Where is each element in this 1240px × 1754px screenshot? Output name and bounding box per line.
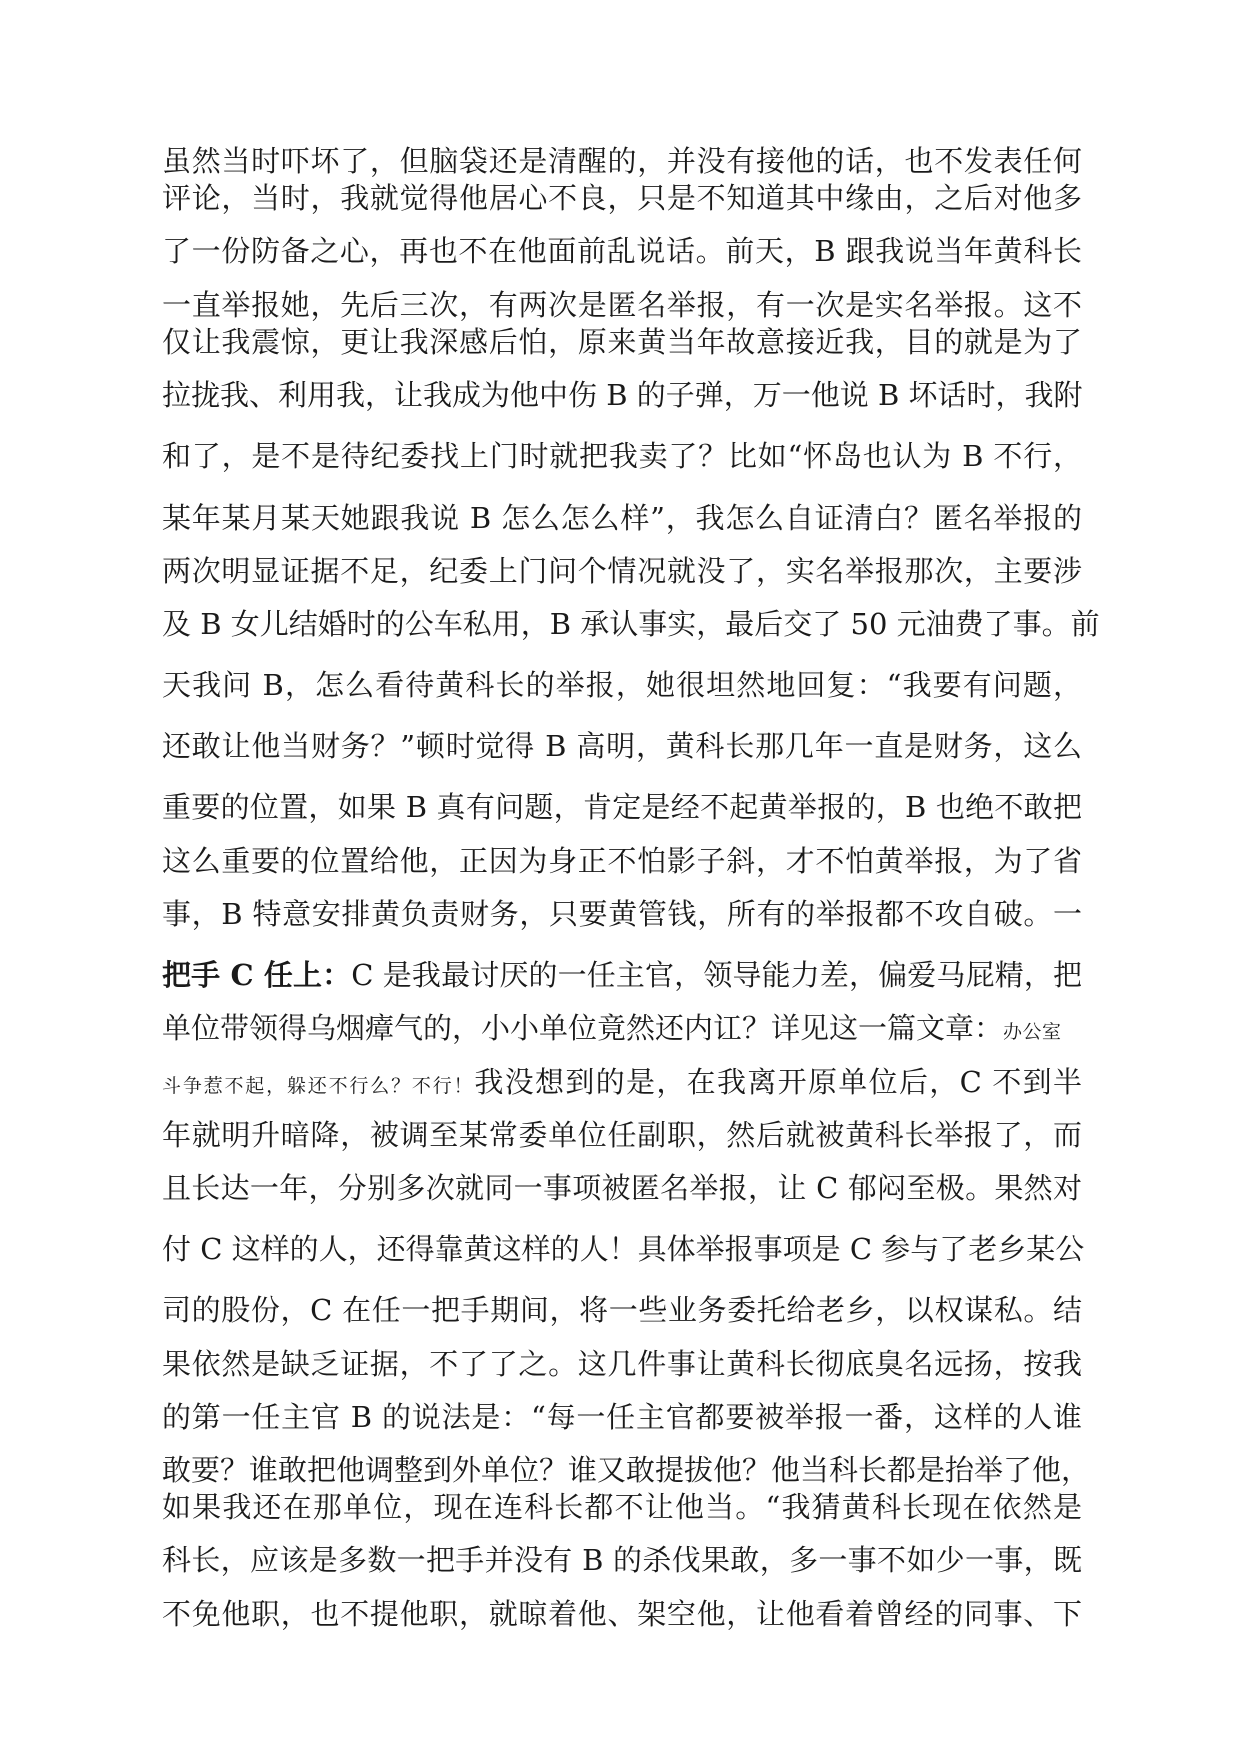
text-line: 一直举报她，先后三次，有两次是匿名举报，有一次是实名举报。这不 (162, 288, 1082, 322)
text-line: 的第一任主官 B 的说法是：“每一任主官都要被举报一番，这样的人谁 (162, 1400, 1082, 1434)
text-line: 且长达一年，分别多次就同一事项被匿名举报，让 C 郁闷至极。果然对 (162, 1171, 1082, 1205)
text-line: 和了，是不是待纪委找上门时就把我卖了？比如“怀岛也认为 B 不行， (162, 439, 1082, 473)
text-line: 付 C 这样的人，还得靠黄这样的人！具体举报事项是 C 参与了老乡某公 (162, 1232, 1085, 1266)
text-line (162, 957, 1082, 993)
text-line: 仅让我震惊，更让我深感后怕，原来黄当年故意接近我，目的就是为了 (162, 325, 1082, 359)
text-line: 事，B 特意安排黄负责财务，只要黄管钱，所有的举报都不攻自破。一 (162, 897, 1082, 931)
text-line: 两次明显证据不足，纪委上门问个情况就没了，实名举报那次，主要涉 (162, 554, 1082, 588)
text-line (162, 1064, 1082, 1104)
text-fragment: 我没想到的是，在我离开原单位后，C 不到半 (474, 1065, 1082, 1099)
text-line: 敢要？谁敢把他调整到外单位？谁又敢提拔他？他当科长都是抬举了他， (162, 1453, 1091, 1487)
text-line: 年就明升暗降，被调至某常委单位任副职，然后就被黄科长举报了，而 (162, 1118, 1082, 1152)
text-line: 拉拢我、利用我，让我成为他中伤 B 的子弹，万一他说 B 坏话时，我附 (162, 378, 1083, 412)
text-line: 了一份防备之心，再也不在他面前乱说话。前天，B 跟我说当年黄科长 (162, 234, 1082, 268)
text-fragment: C 是我最讨厌的一任主官，领导能力差，偏爱马屁精，把 (351, 958, 1082, 992)
text-line: 评论，当时，我就觉得他居心不良，只是不知道其中缘由，之后对他多 (162, 181, 1082, 215)
text-line: 天我问 B，怎么看待黄科长的举报，她很坦然地回复：“我要有问题， (162, 668, 1082, 702)
text-line (162, 1010, 1082, 1050)
text-line: 司的股份，C 在任一把手期间，将一些业务委托给老乡，以权谋私。结 (162, 1293, 1082, 1327)
text-fragment: 单位带领得乌烟瘴气的，小小单位竟然还内讧？详见这一篇文章： (162, 1011, 1004, 1045)
text-line: 某年某月某天她跟我说 B 怎么怎么样”，我怎么自证清白？匿名举报的 (162, 501, 1082, 535)
text-line: 如果我还在那单位，现在连科长都不让他当。“我猜黄科长现在依然是 (162, 1490, 1082, 1524)
text-line: 及 B 女儿结婚时的公车私用，B 承认事实，最后交了 50 元油费了事。前 (162, 607, 1100, 641)
text-line: 还敢让他当财务？”顿时觉得 B 高明，黄科长那几年一直是财务，这么 (162, 729, 1082, 763)
text-line: 虽然当时吓坏了，但脑袋还是清醒的，并没有接他的话，也不发表任何 (162, 144, 1082, 178)
text-line: 果依然是缺乏证据，不了了之。这几件事让黄科长彻底臭名远扬，按我 (162, 1347, 1082, 1381)
bold-heading-fragment: 把手 C 任上： (162, 958, 352, 992)
text-line: 这么重要的位置给他，正因为身正不怕影子斜，才不怕黄举报，为了省 (162, 844, 1082, 878)
article-link-text[interactable]: 办公室 (1003, 1021, 1062, 1043)
article-link-text[interactable]: 斗争惹不起，躲还不行么？不行！ (162, 1075, 475, 1097)
text-line: 重要的位置，如果 B 真有问题，肯定是经不起黄举报的，B 也绝不敢把 (162, 790, 1082, 824)
text-line: 不免他职，也不提他职，就晾着他、架空他，让他看着曾经的同事、下 (162, 1597, 1082, 1631)
text-line: 科长，应该是多数一把手并没有 B 的杀伐果敢，多一事不如少一事，既 (162, 1543, 1082, 1577)
